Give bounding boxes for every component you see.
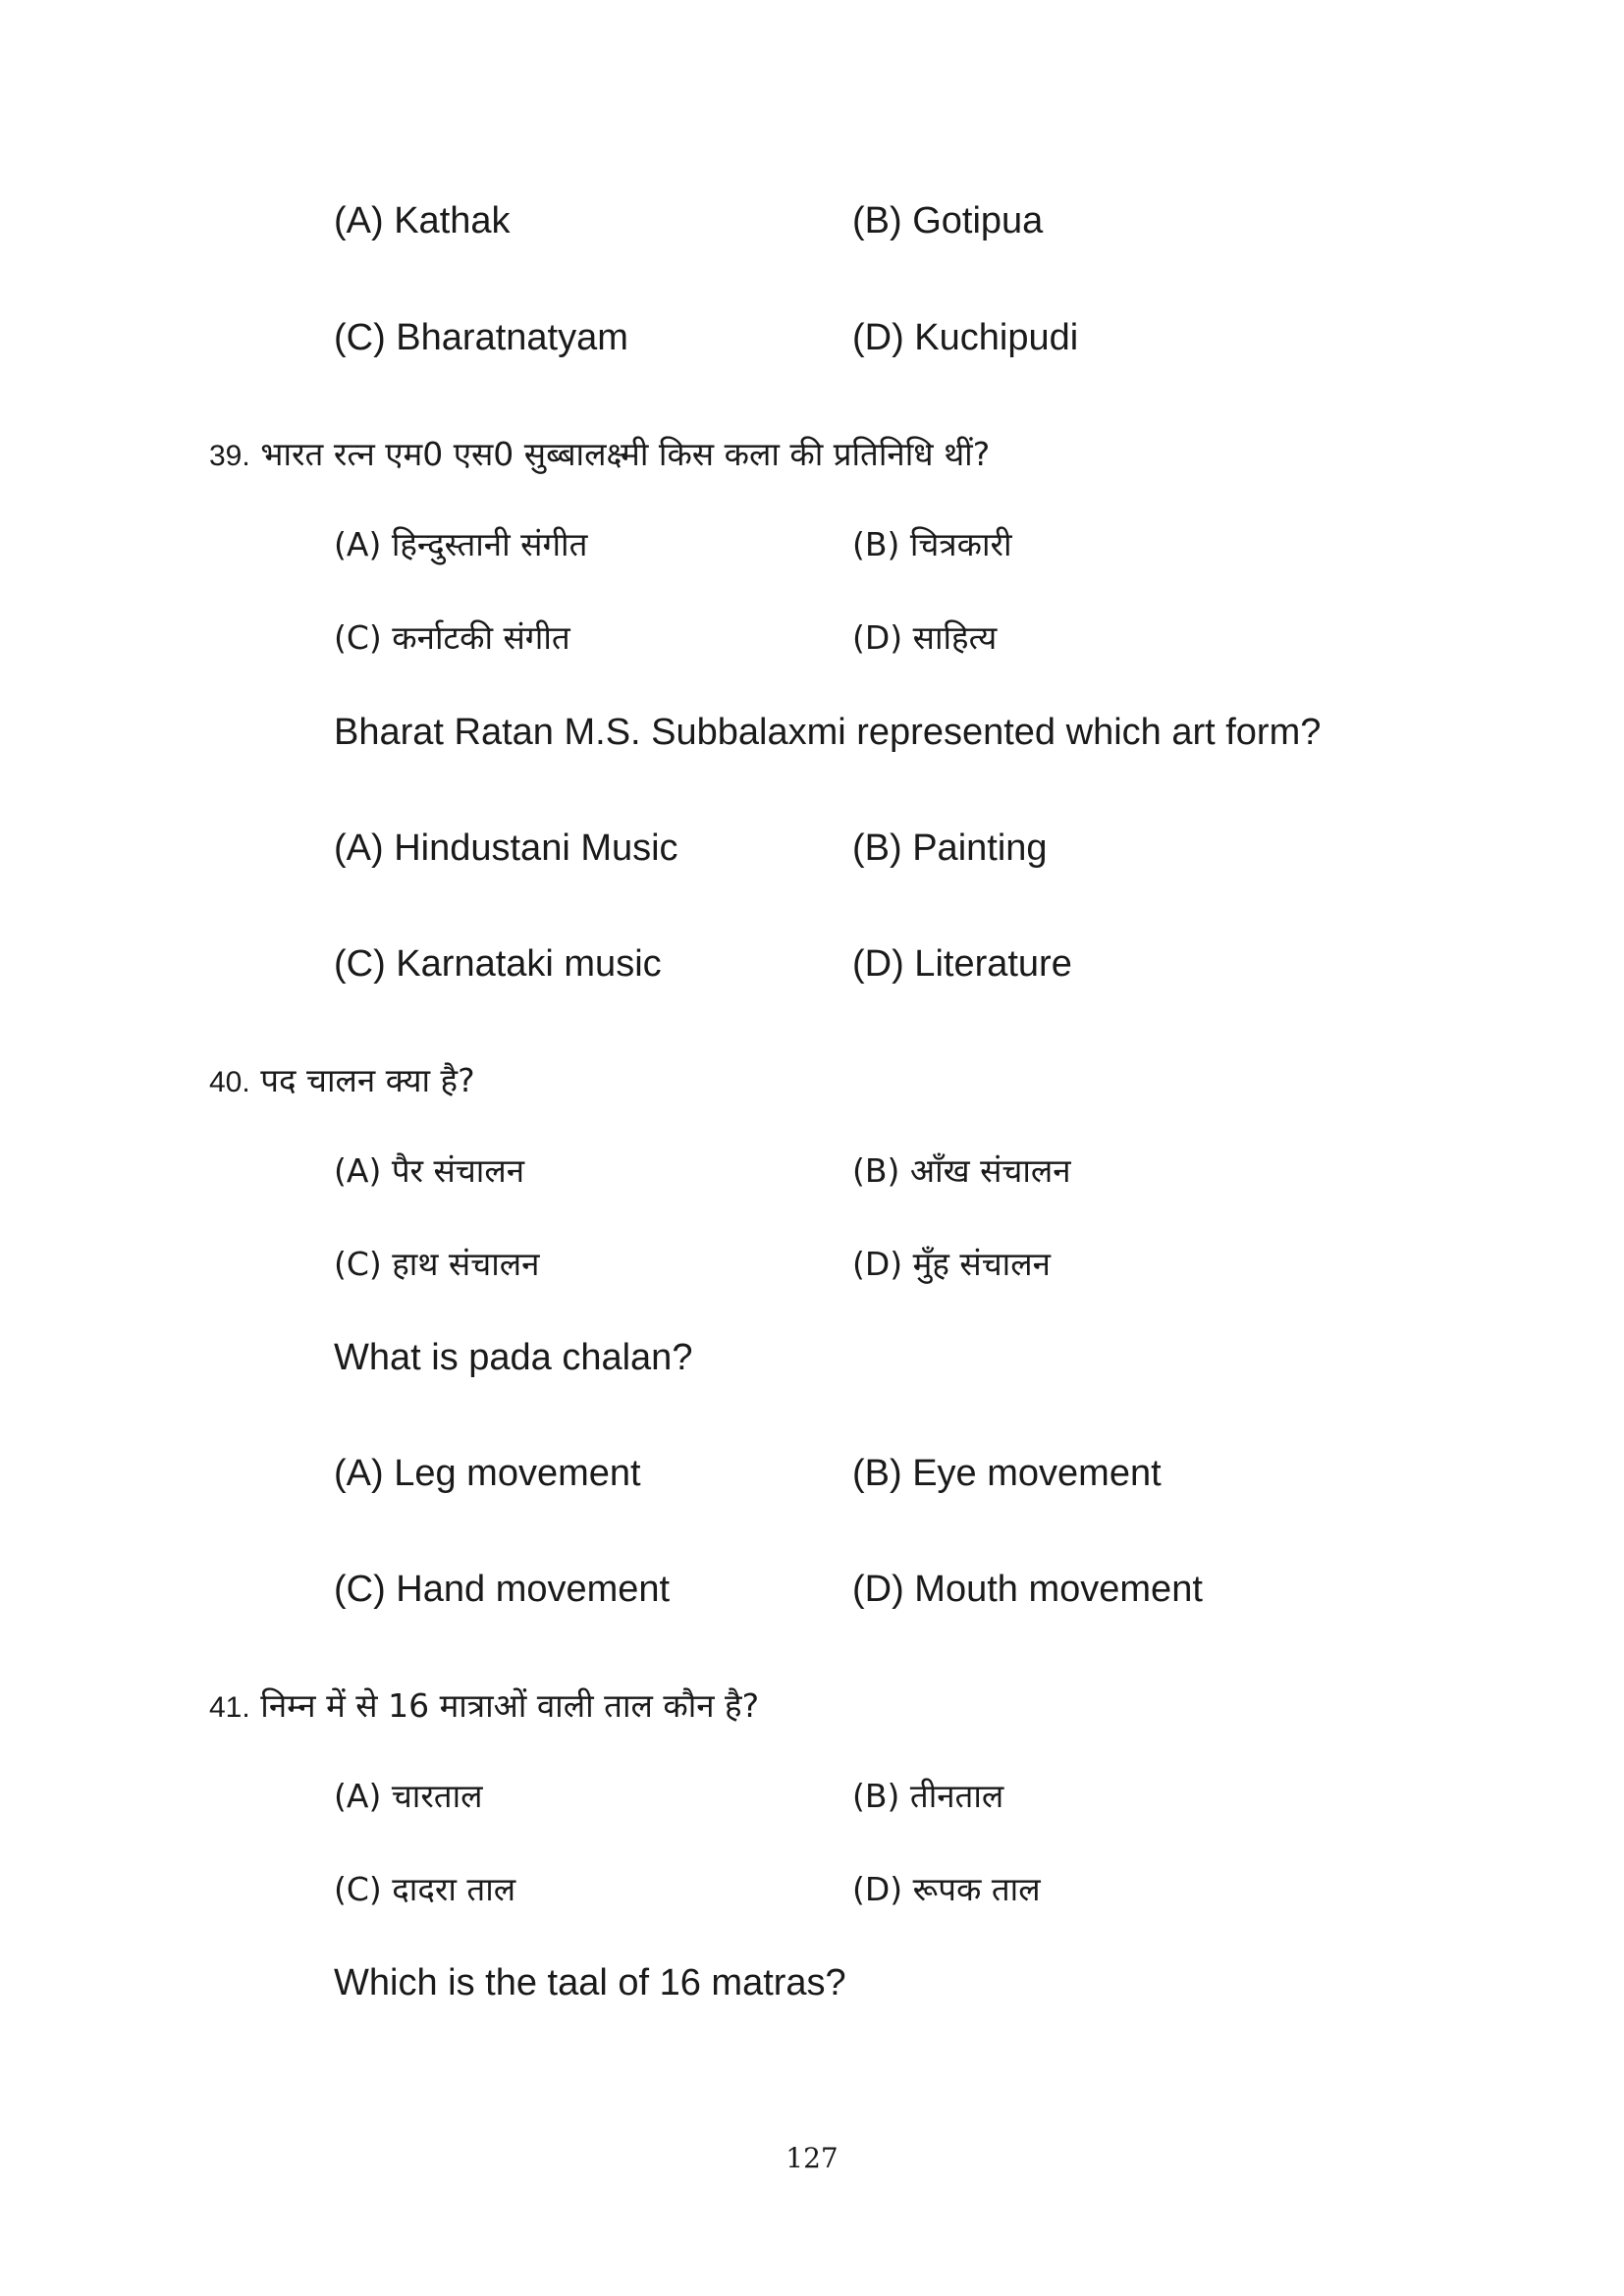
- question-text-hindi: भारत रत्न एम0 एस0 सुब्बालक्ष्मी किस कला की प्रतिनिधि थीं?: [260, 435, 991, 473]
- option-b: (B) Eye movement: [852, 1453, 1162, 1494]
- option-b-hindi: (B) चित्रकारी: [852, 525, 1012, 563]
- question-number: 40.: [209, 1066, 250, 1098]
- question-41-hindi: [209, 1686, 759, 1724]
- question-text-hindi: पद चालन क्या है?: [260, 1061, 475, 1099]
- option-c: (C) Karnataki music: [334, 943, 662, 985]
- option-c-hindi: (C) कर्नाटकी संगीत: [334, 618, 570, 657]
- question-40-hindi: [209, 1061, 475, 1098]
- option-b: (B) Painting: [852, 828, 1048, 869]
- question-40-english: What is pada chalan?: [334, 1337, 693, 1378]
- question-number: 41.: [209, 1691, 250, 1724]
- option-a-hindi: (A) चारताल: [334, 1777, 483, 1815]
- option-b: (B) Gotipua: [852, 200, 1044, 241]
- option-d-hindi: (D) साहित्य: [852, 618, 998, 657]
- option-d: (D) Literature: [852, 943, 1072, 985]
- option-d-hindi: (D) मुँह संचालन: [852, 1245, 1051, 1283]
- option-b-hindi: (B) तीनताल: [852, 1777, 1004, 1815]
- option-c-hindi: (C) दादरा ताल: [334, 1870, 516, 1908]
- option-a: (A) Hindustani Music: [334, 828, 678, 869]
- option-c-hindi: (C) हाथ संचालन: [334, 1245, 540, 1283]
- question-text-hindi: निम्न में से 16 मात्राओं वाली ताल कौन है?: [260, 1686, 760, 1725]
- question-39-english: Bharat Ratan M.S. Subbalaxmi represented which art form?: [334, 712, 1322, 753]
- question-number: 39.: [209, 440, 250, 472]
- option-d: (D) Mouth movement: [852, 1569, 1203, 1610]
- page-number: 127: [785, 2142, 839, 2174]
- option-c: (C) Bharatnatyam: [334, 317, 628, 358]
- option-a-hindi: (A) हिन्दुस्तानी संगीत: [334, 525, 588, 563]
- option-d-hindi: (D) रूपक ताल: [852, 1870, 1041, 1908]
- option-a: (A) Kathak: [334, 200, 511, 241]
- question-39-hindi: [209, 435, 990, 472]
- option-a: (A) Leg movement: [334, 1453, 641, 1494]
- option-b-hindi: (B) आँख संचालन: [852, 1151, 1071, 1190]
- option-a-hindi: (A) पैर संचालन: [334, 1151, 525, 1190]
- question-41-english: Which is the taal of 16 matras?: [334, 1962, 846, 2003]
- option-d: (D) Kuchipudi: [852, 317, 1079, 358]
- option-c: (C) Hand movement: [334, 1569, 671, 1610]
